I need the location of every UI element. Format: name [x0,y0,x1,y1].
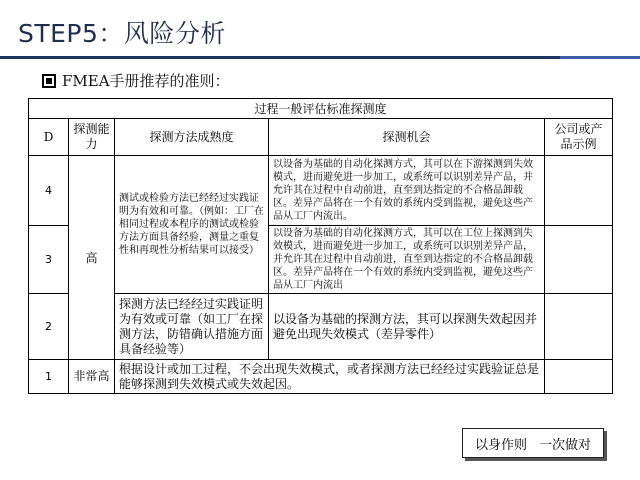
d-value: 2 [29,294,69,360]
motto-left: 以身作则 [474,437,527,453]
column-header-example: 公司或产品示例 [545,119,613,156]
example-cell [545,156,613,226]
table-caption: 过程一般评估标准探测度 [29,99,613,119]
table-row [29,360,613,394]
checkbox-bullet-icon [42,74,56,88]
opportunity-cell: 以设备为基础的自动化探测方式，其可以在下游探测到失效模式，进而避免进一步加工，或系统可以识别差异产品，并允许其在过程中自动前进，直至到达指定的不合格品卸载区。差异产品将在一个有效的系统内受到监视，避免这些产品从工厂内流出。 [269,156,545,226]
subtitle-text: FMEA手册推荐的准则： [62,72,230,90]
motto-right: 一次做对 [539,437,592,453]
example-cell [545,360,613,394]
capability-cell: 高 [69,156,115,360]
method-cell: 测试或检验方法已经经过实践证明为有效和可靠。（例如：工厂在相同过程或本程序的测试或检验方法方面具备经验，测量之重复性和再现性分析结果可以接受） [115,156,269,294]
column-header-d: D [29,119,69,156]
motto-stamp [462,428,604,458]
example-cell [545,226,613,294]
opportunity-cell: 以设备为基础的自动化探测方式，其可以在工位上探测到失效模式，进而避免进一步加工，或系统可以识别差异产品，并允许其在过程中自动前进，直至到达指定的不合格品卸载区。差异产品将在一个有效的系统内受到监视，避免这些产品从工厂内流出 [269,226,545,294]
title-divider [0,56,560,59]
method-cell: 探测方法已经经过实践证明为有效或可靠（如工厂在探测方法，防错确认措施方面具备经验等） [115,294,269,360]
method-opportunity-cell: 根据设计或加工过程，不会出现失效模式，或者探测方法已经经过实践验证总是能够探测到失效模式或失效起因。 [115,360,545,394]
d-value: 3 [29,226,69,294]
capability-cell: 非常高 [69,360,115,394]
column-header-capability: 探测能力 [69,119,115,156]
column-header-method: 探测方法成熟度 [115,119,269,156]
table-row [29,156,613,226]
title-divider-accent [560,56,640,59]
subtitle [42,70,230,91]
table-row [29,294,613,360]
d-value: 1 [29,360,69,394]
d-value: 4 [29,156,69,226]
page-title: STEP5：风险分析 [18,19,226,48]
column-header-opportunity: 探测机会 [269,119,545,156]
opportunity-cell: 以设备为基础的探测方法，其可以探测失效起因并避免出现失效模式（差异零件） [269,294,545,360]
example-cell [545,294,613,360]
detection-criteria-table [28,98,613,394]
